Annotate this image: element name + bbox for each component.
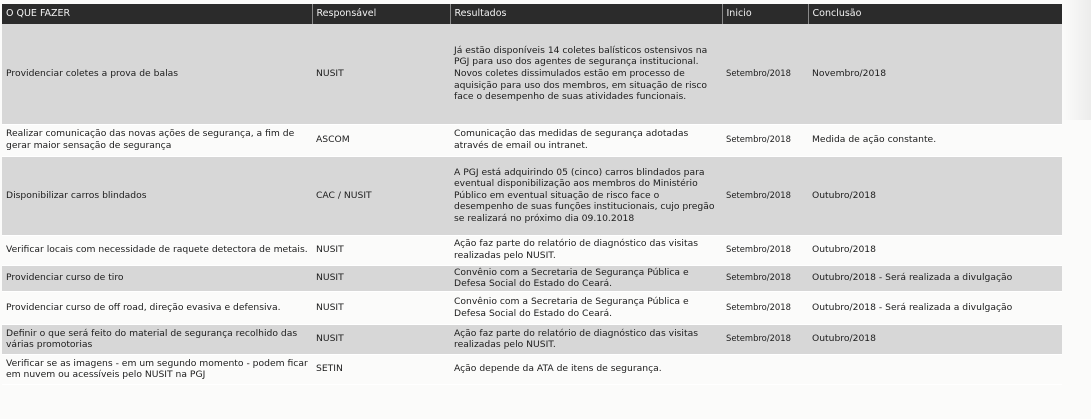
cell-conclusao: Outubro/2018 [808, 324, 1062, 354]
cell-conclusao: Outubro/2018 - Será realizada a divulgação [808, 265, 1062, 291]
scan-edge-shadow [1063, 0, 1091, 120]
cell-responsavel: NUSIT [312, 24, 450, 124]
cell-resultado: Convênio com a Secretaria de Segurança Pública e Defesa Social do Estado do Ceará. [450, 291, 722, 324]
cell-inicio: Setembro/2018 [722, 265, 808, 291]
table-row [2, 265, 1062, 291]
cell-acao: Verificar locais com necessidade de raquete detectora de metais. [2, 235, 312, 265]
cell-responsavel: CAC / NUSIT [312, 156, 450, 235]
cell-resultado: Ação faz parte do relatório de diagnóstico das visitas realizadas pelo NUSIT. [450, 324, 722, 354]
header-o-que-fazer: O QUE FAZER [2, 4, 312, 24]
table-row [2, 324, 1062, 354]
cell-inicio [722, 354, 808, 384]
cell-resultado: Comunicação das medidas de segurança adotadas através de email ou intranet. [450, 124, 722, 156]
cell-inicio: Setembro/2018 [722, 235, 808, 265]
cell-acao: Realizar comunicação das novas ações de segurança, a fim de gerar maior sensação de segurança [2, 124, 312, 156]
table-row [2, 24, 1062, 124]
action-plan-sheet [2, 4, 1062, 385]
table-row [2, 156, 1062, 235]
table-row [2, 235, 1062, 265]
cell-conclusao: Medida de ação constante. [808, 124, 1062, 156]
cell-conclusao: Outubro/2018 [808, 235, 1062, 265]
cell-resultado: Ação depende da ATA de itens de segurança. [450, 354, 722, 384]
cell-inicio: Setembro/2018 [722, 124, 808, 156]
table-row [2, 354, 1062, 384]
cell-acao: Providenciar curso de off road, direção evasiva e defensiva. [2, 291, 312, 324]
cell-resultado: Ação faz parte do relatório de diagnóstico das visitas realizadas pelo NUSIT. [450, 235, 722, 265]
cell-responsavel: NUSIT [312, 291, 450, 324]
cell-inicio: Setembro/2018 [722, 156, 808, 235]
cell-responsavel: NUSIT [312, 265, 450, 291]
cell-inicio: Setembro/2018 [722, 24, 808, 124]
cell-conclusao [808, 354, 1062, 384]
cell-conclusao: Outubro/2018 [808, 156, 1062, 235]
cell-conclusao: Novembro/2018 [808, 24, 1062, 124]
cell-conclusao: Outubro/2018 - Será realizada a divulgação [808, 291, 1062, 324]
header-responsavel: Responsável [312, 4, 450, 24]
cell-inicio: Setembro/2018 [722, 324, 808, 354]
cell-acao: Providenciar curso de tiro [2, 265, 312, 291]
cell-acao: Verificar se as imagens - em um segundo momento - podem ficar em nuvem ou acessíveis pelo NUSIT na PGJ [2, 354, 312, 384]
cell-responsavel: NUSIT [312, 235, 450, 265]
cell-acao: Disponibilizar carros blindados [2, 156, 312, 235]
cell-responsavel: SETIN [312, 354, 450, 384]
cell-resultado: A PGJ está adquirindo 05 (cinco) carros blindados para eventual disponibilização aos membros do Ministério Público em eventual situação de risco face o desempenho de suas funções institucionais, cujo pregão se realizará no próximo dia 09.10.2018 [450, 156, 722, 235]
cell-acao: Providenciar coletes a prova de balas [2, 24, 312, 124]
cell-acao: Definir o que será feito do material de segurança recolhido das várias promotorias [2, 324, 312, 354]
cell-responsavel: NUSIT [312, 324, 450, 354]
header-conclusao: Conclusão [808, 4, 1062, 24]
table-row [2, 291, 1062, 324]
header-inicio: Inicio [722, 4, 808, 24]
cell-responsavel: ASCOM [312, 124, 450, 156]
header-resultados: Resultados [450, 4, 722, 24]
action-plan-table [2, 4, 1062, 385]
header-row [2, 4, 1062, 24]
cell-inicio: Setembro/2018 [722, 291, 808, 324]
cell-resultado: Convênio com a Secretaria de Segurança Pública e Defesa Social do Estado do Ceará. [450, 265, 722, 291]
table-row [2, 124, 1062, 156]
cell-resultado: Já estão disponíveis 14 coletes balísticos ostensivos na PGJ para uso dos agentes de segurança institucional. Novos coletes dissimulados estão em processo de aquisição para uso dos membros, em situação de risco face o desempenho de suas atividades funcionais. [450, 24, 722, 124]
